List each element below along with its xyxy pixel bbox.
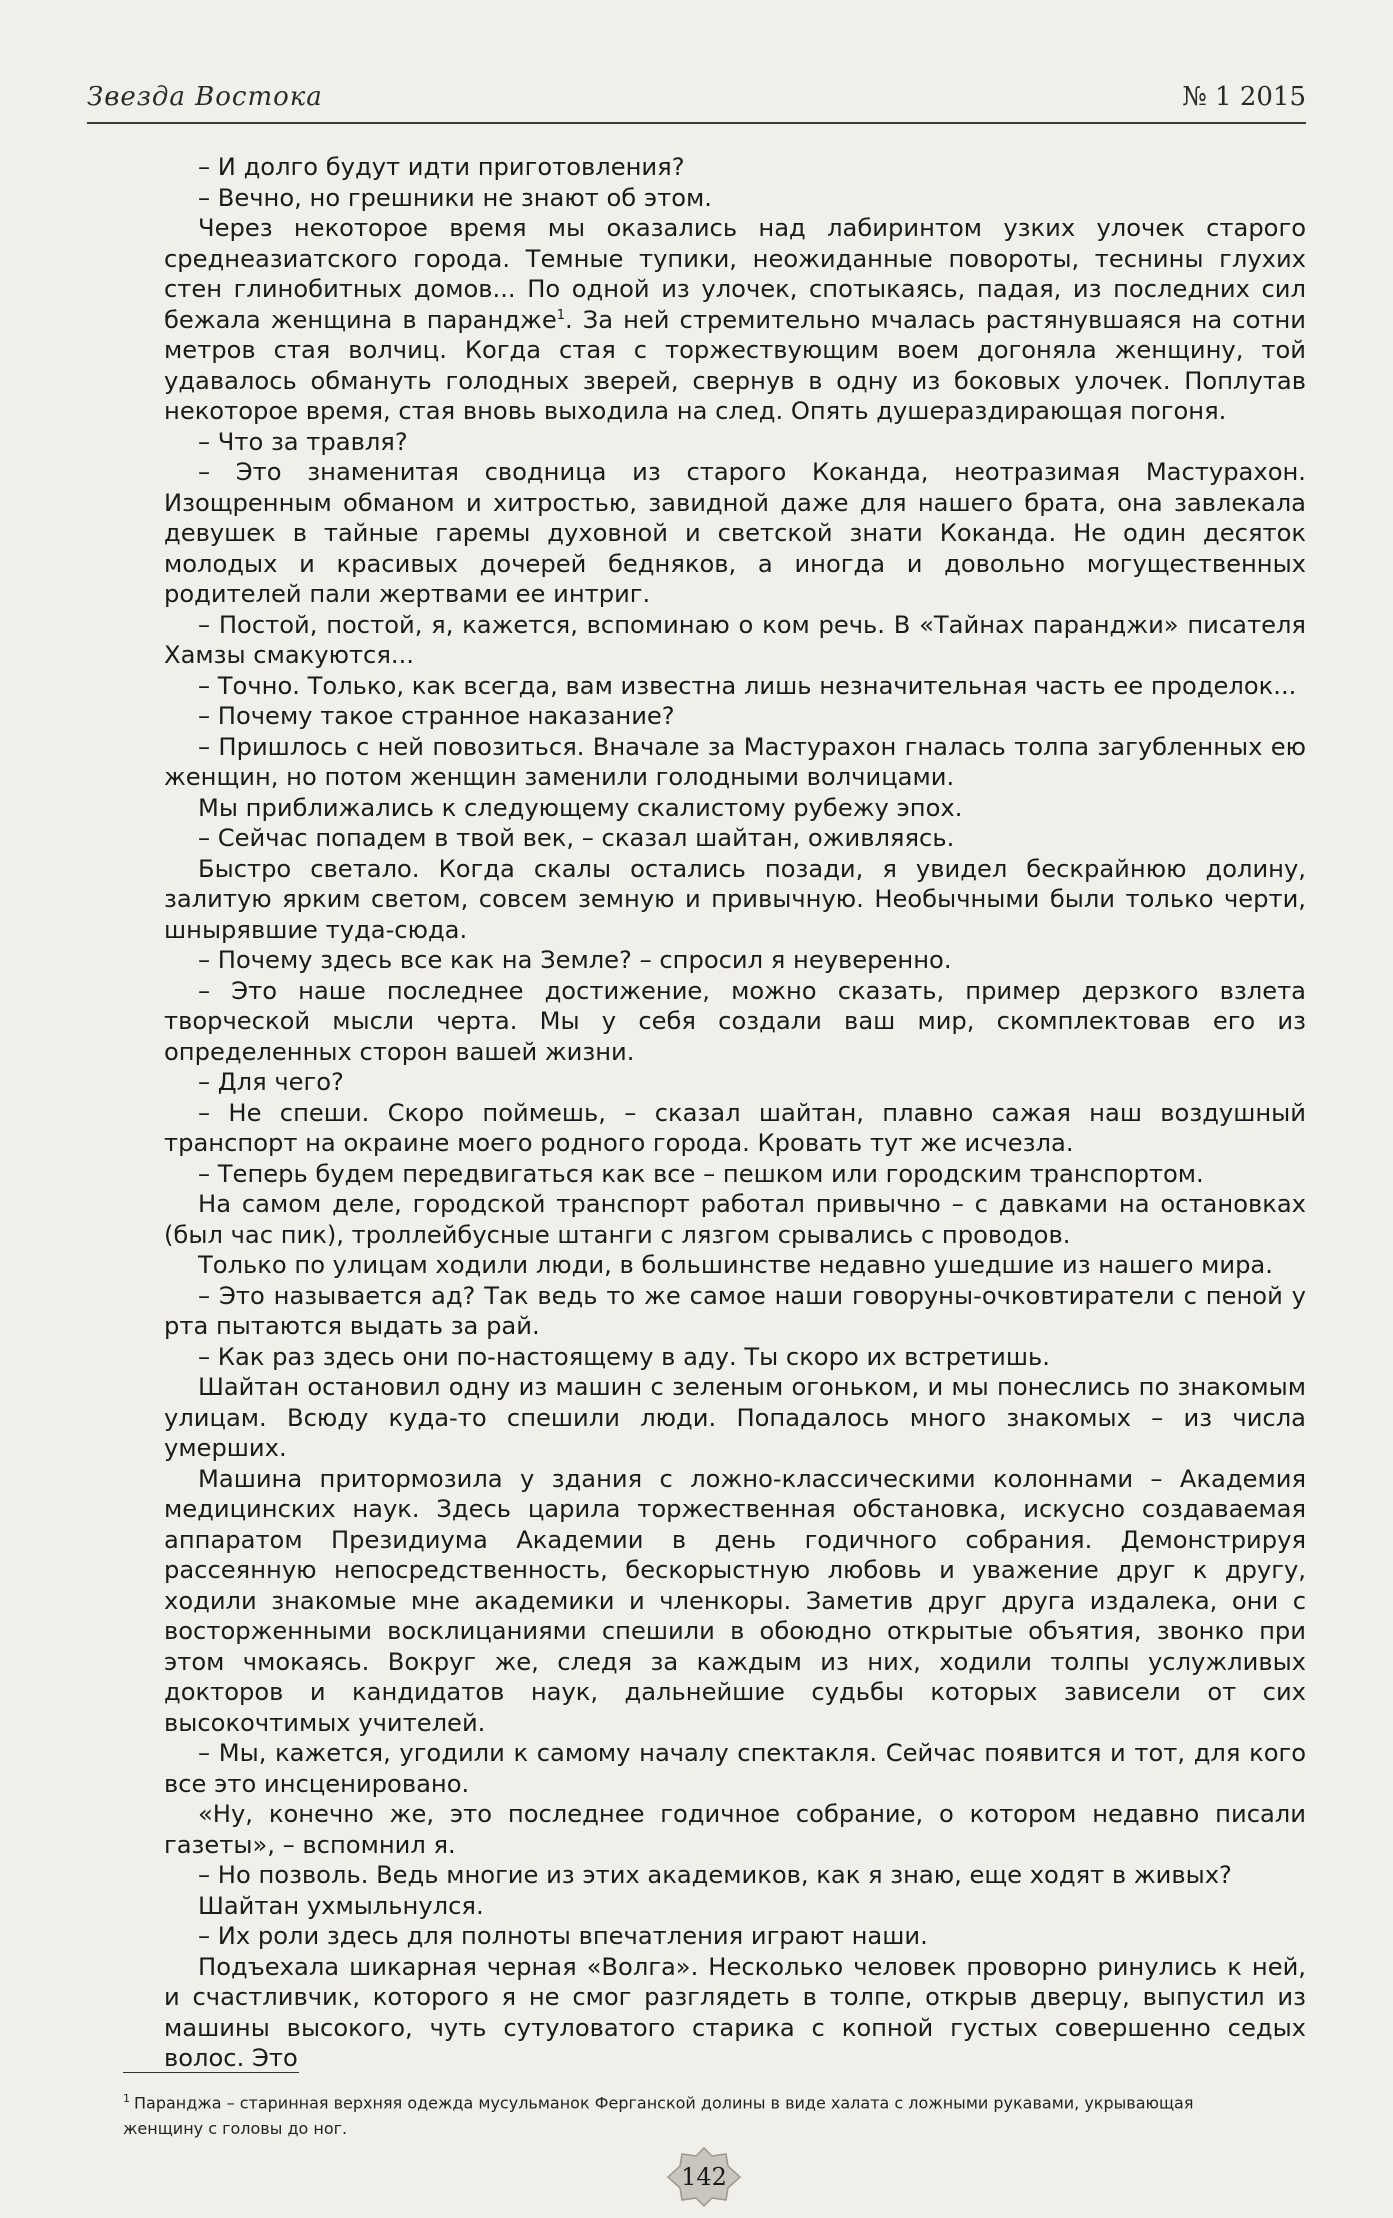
paragraph: – Почему здесь все как на Земле? – спросил я неуверенно. bbox=[198, 946, 952, 974]
paragraph: На самом деле, городской транспорт работал привычно – с давками на остановках (был час пик), троллейбусные штанги с лязгом срывались с проводов. bbox=[164, 1190, 1306, 1249]
running-header bbox=[87, 82, 1306, 124]
journal-title: Звезда Востока bbox=[87, 82, 323, 112]
paragraph: Только по улицам ходили люди, в большинстве недавно ушедшие из нашего мира. bbox=[198, 1251, 1273, 1279]
paragraph: – Постой, постой, я, кажется, вспоминаю о ком речь. В «Тайнах паранджи» писателя Хамзы смакуются... bbox=[164, 610, 1306, 669]
paragraph: – Мы, кажется, угодили к самому началу спектакля. Сейчас появится и тот, для кого все это инсценировано. bbox=[164, 1739, 1306, 1798]
page-number-badge bbox=[666, 2146, 742, 2208]
article-body bbox=[164, 152, 1306, 2074]
paragraph: – Для чего? bbox=[198, 1068, 344, 1096]
paragraph: Шайтан ухмыльнулся. bbox=[198, 1891, 484, 1920]
paragraph: – Вечно, но грешники не знают об этом. bbox=[198, 183, 712, 212]
paragraph: – Точно. Только, как всегда, вам известна лишь незначительная часть ее проделок... bbox=[198, 671, 1297, 700]
paragraph: – Это знаменитая сводница из старого Коканда, неотразимая Мастурахон. Изощренным обманом и хитростью, завидной даже для нашего брата, она завлекала девушек в тайные гаремы духовной и светской знати Коканда. Не один десяток молодых и красивых дочерей бедняков, а иногда и довольно могущественных родителей пали жертвами ее интриг. bbox=[164, 458, 1306, 608]
paragraph bbox=[164, 213, 1306, 427]
paragraph: – Пришлось с ней повозиться. Вначале за Мастурахон гналась толпа загубленных ею женщин, но потом женщин заменили голодными волчицами. bbox=[164, 732, 1306, 791]
page-number: 142 bbox=[681, 2163, 727, 2191]
footnote-divider bbox=[123, 2072, 299, 2073]
paragraph-text: Через некоторое время мы оказались над лабиринтом узких улочек старого среднеазиатского города. Темные тупики, неожиданные повороты, теснины глухих стен глинобитных домов... По одной из улочек, спотыкаясь, падая, из последних сил бежала женщина в парандже bbox=[164, 214, 1306, 334]
footnote-text: Паранджа – старинная верхняя одежда мусульманок Ферганской долины в виде халата с ложными рукавами, укрывающая женщину с головы до ног. bbox=[123, 2093, 1194, 2139]
paragraph: – И долго будут идти приготовления? bbox=[198, 153, 685, 181]
paragraph: – Не спеши. Скоро поймешь, – сказал шайтан, плавно сажая наш воздушный транспорт на окраине моего родного города. Кровать тут же исчезла. bbox=[164, 1098, 1306, 1157]
footnote bbox=[123, 2086, 1223, 2142]
issue-number: № 1 2015 bbox=[1182, 82, 1306, 112]
paragraph: – Но позволь. Ведь многие из этих академиков, как я знаю, еще ходят в живых? bbox=[198, 1861, 1232, 1889]
paragraph: – Что за травля? bbox=[198, 427, 408, 456]
paragraph: – Теперь будем передвигаться как все – пешком или городским транспортом. bbox=[198, 1159, 1204, 1188]
paragraph: Подъехала шикарная черная «Волга». Несколько человек проворно ринулись к ней, и счастливчик, которого я не смог разглядеть в толпе, открыв дверцу, выпустил из машины высокого, чуть сутуловатого старика с копной густых совершенно седых волос. Это bbox=[164, 1952, 1306, 2072]
paragraph: – Почему такое странное наказание? bbox=[198, 702, 675, 730]
footnote-mark: 1 bbox=[123, 2092, 130, 2105]
paragraph: – Это наше последнее достижение, можно сказать, пример дерзкого взлета творческой мысли черта. Мы у себя создали ваш мир, скомплектовав его из определенных сторон вашей жизни. bbox=[164, 976, 1306, 1066]
paragraph: Машина притормозила у здания с ложно-классическими колоннами – Академия медицинских наук. Здесь царила торжественная обстановка, искусно создаваемая аппаратом Президиума Академии в день годичного собрания. Демонстрируя рассеянную непосредственность, бескорыстную любовь и уважение друг к другу, ходили знакомые мне академики и членкоры. Заметив друг друга издалека, они с восторженными восклицаниями спешили в обоюдно открытые объятия, звонко при этом чмокаясь. Вокруг же, следя за каждым из них, ходили толпы услужливых докторов и кандидатов наук, дальнейшие судьбы которых зависели от сих высокочтимых учителей. bbox=[164, 1464, 1306, 1737]
footnote-reference: 1 bbox=[556, 307, 565, 323]
paragraph: Шайтан остановил одну из машин с зеленым огоньком, и мы понеслись по знакомым улицам. Всюду куда-то спешили люди. Попадалось много знакомых – из числа умерших. bbox=[164, 1373, 1306, 1462]
paragraph: – Это называется ад? Так ведь то же самое наши говоруны-очковтиратели с пеной у рта пытаются выдать за рай. bbox=[164, 1281, 1306, 1340]
paragraph: – Их роли здесь для полноты впечатления играют наши. bbox=[198, 1922, 928, 1950]
paragraph: «Ну, конечно же, это последнее годичное собрание, о котором недавно писали газеты», – вспомнил я. bbox=[164, 1800, 1306, 1859]
paragraph-text: . За ней стремительно мчалась растянувшаяся на сотни метров стая волчиц. Когда стая с торжествующим воем догоняла женщину, той удавалось обмануть голодных зверей, свернув в одну из боковых улочек. Поплутав некоторое время, стая вновь выходила на след. Опять душераздирающая погоня. bbox=[164, 305, 1306, 425]
paragraph: – Сейчас попадем в твой век, – сказал шайтан, оживляясь. bbox=[198, 824, 955, 852]
paragraph: Мы приближались к следующему скалистому рубежу эпох. bbox=[198, 793, 963, 822]
paragraph: – Как раз здесь они по-настоящему в аду. Ты скоро их встретишь. bbox=[198, 1342, 1050, 1371]
paragraph: Быстро светало. Когда скалы остались позади, я увидел бескрайнюю долину, залитую ярким светом, совсем земную и привычную. Необычными были только черти, шнырявшие туда-сюда. bbox=[164, 854, 1306, 944]
